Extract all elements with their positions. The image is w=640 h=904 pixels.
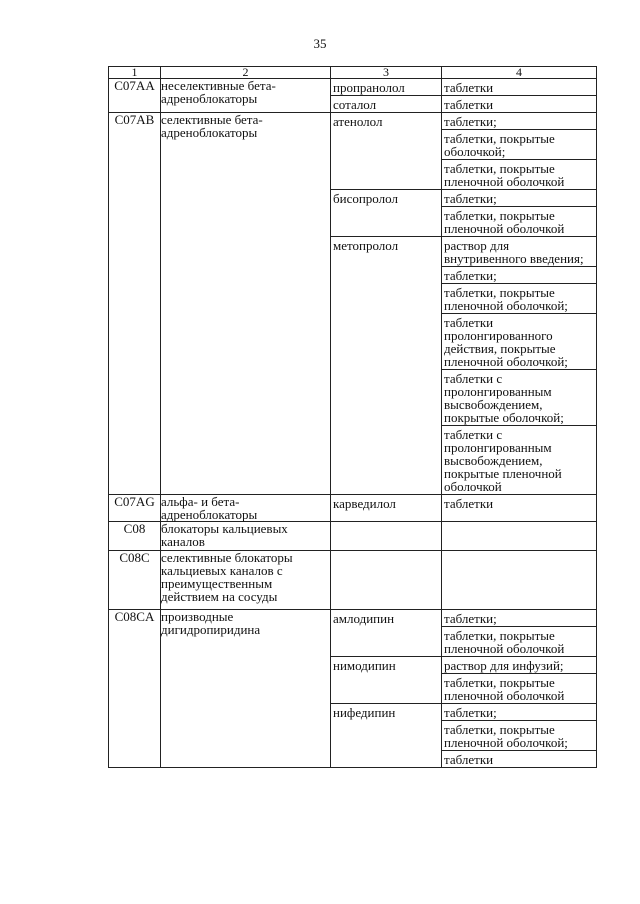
dosage-form-group xyxy=(442,704,596,767)
drug-cell xyxy=(331,522,442,551)
dosage-form: таблетки, покрытые оболочкой; xyxy=(442,129,596,159)
dosage-form: таблетки пролонгированного действия, покрытые пленочной оболочкой; xyxy=(442,313,596,369)
atc-code-cell: C07AA xyxy=(109,79,161,113)
header-row xyxy=(109,67,597,79)
drug-cell xyxy=(331,113,442,495)
drug-name: нимодипин xyxy=(331,657,441,704)
group-name-cell: селективные бета-адреноблокаторы xyxy=(161,113,331,495)
group-name-cell: альфа- и бета-адреноблокаторы xyxy=(161,495,331,522)
dosage-form-group xyxy=(442,79,596,96)
drug-cell xyxy=(331,495,442,522)
dosage-form: таблетки, покрытые пленочной оболочкой xyxy=(442,626,596,656)
table-row xyxy=(109,522,597,551)
drug-name: атенолол xyxy=(331,113,441,190)
table-row xyxy=(109,495,597,522)
dosage-form: таблетки, покрытые пленочной оболочкой xyxy=(442,159,596,189)
dosage-form-group xyxy=(442,610,596,657)
dosage-form-cell xyxy=(442,113,597,495)
drug-table xyxy=(108,66,597,768)
dosage-form-group xyxy=(442,657,596,704)
dosage-form: раствор для внутривенного введения; xyxy=(444,238,584,266)
drug-cell xyxy=(331,610,442,768)
dosage-form-cell xyxy=(442,610,597,768)
drug-name: пропранолол xyxy=(331,79,441,96)
group-name-cell: блокаторы кальциевых каналов xyxy=(161,522,331,551)
group-name-cell: селективные блокаторы кальциевых каналов с преимущественным действием на сосуды xyxy=(161,551,331,610)
drug-name: карведилол xyxy=(333,496,396,511)
group-name-cell: неселективные бета-адреноблокаторы xyxy=(161,79,331,113)
dosage-form: таблетки xyxy=(444,80,494,95)
table-row xyxy=(109,610,597,768)
dosage-form-group xyxy=(442,190,596,237)
header-col-3: 3 xyxy=(331,67,442,79)
dosage-form: таблетки, покрытые пленочной оболочкой xyxy=(442,673,596,703)
table-row xyxy=(109,79,597,113)
atc-code-cell: C08CA xyxy=(109,610,161,768)
dosage-form: таблетки, покрытые пленочной оболочкой xyxy=(442,206,596,236)
dosage-form: таблетки; xyxy=(444,114,497,129)
drug-name: бисопролол xyxy=(331,190,441,237)
atc-code-cell: C08C xyxy=(109,551,161,610)
dosage-form: таблетки xyxy=(444,496,494,511)
dosage-form: таблетки xyxy=(442,750,596,767)
dosage-form: таблетки; xyxy=(444,705,497,720)
drug-name: амлодипин xyxy=(331,610,441,657)
drug-cell xyxy=(331,79,442,113)
table-row xyxy=(109,113,597,495)
drug-name: нифедипин xyxy=(333,705,396,720)
page-number: 35 xyxy=(313,36,327,51)
atc-code-cell: C08 xyxy=(109,522,161,551)
drug-cell xyxy=(331,551,442,610)
table-row xyxy=(109,551,597,610)
drug-name: метопролол xyxy=(333,238,399,253)
dosage-form-group xyxy=(442,96,596,112)
atc-code-cell: C07AB xyxy=(109,113,161,495)
header-col-1: 1 xyxy=(109,67,161,79)
dosage-form: таблетки с пролонгированным высвобождением, покрытые пленочной оболочкой xyxy=(442,425,596,494)
dosage-form: таблетки с пролонгированным высвобождением, покрытые оболочкой; xyxy=(442,369,596,425)
drug-name: соталол xyxy=(333,97,377,112)
dosage-form: таблетки, покрытые пленочной оболочкой; xyxy=(442,283,596,313)
dosage-form-cell xyxy=(442,79,597,113)
dosage-form: таблетки; xyxy=(442,266,596,283)
header-col-4: 4 xyxy=(442,67,597,79)
dosage-form-cell xyxy=(442,522,597,551)
dosage-form-group xyxy=(442,237,596,494)
dosage-form: таблетки, покрытые пленочной оболочкой; xyxy=(442,720,596,750)
dosage-form: раствор для инфузий; xyxy=(444,658,564,673)
dosage-form: таблетки; xyxy=(444,611,497,626)
dosage-form-cell xyxy=(442,551,597,610)
atc-code-cell: C07AG xyxy=(109,495,161,522)
group-name-cell: производные дигидропиридина xyxy=(161,610,331,768)
header-col-2: 2 xyxy=(161,67,331,79)
dosage-form-group xyxy=(442,495,596,511)
dosage-form-group xyxy=(442,113,596,190)
dosage-form: таблетки; xyxy=(444,191,497,206)
dosage-form-cell xyxy=(442,495,597,522)
dosage-form: таблетки xyxy=(444,97,494,112)
